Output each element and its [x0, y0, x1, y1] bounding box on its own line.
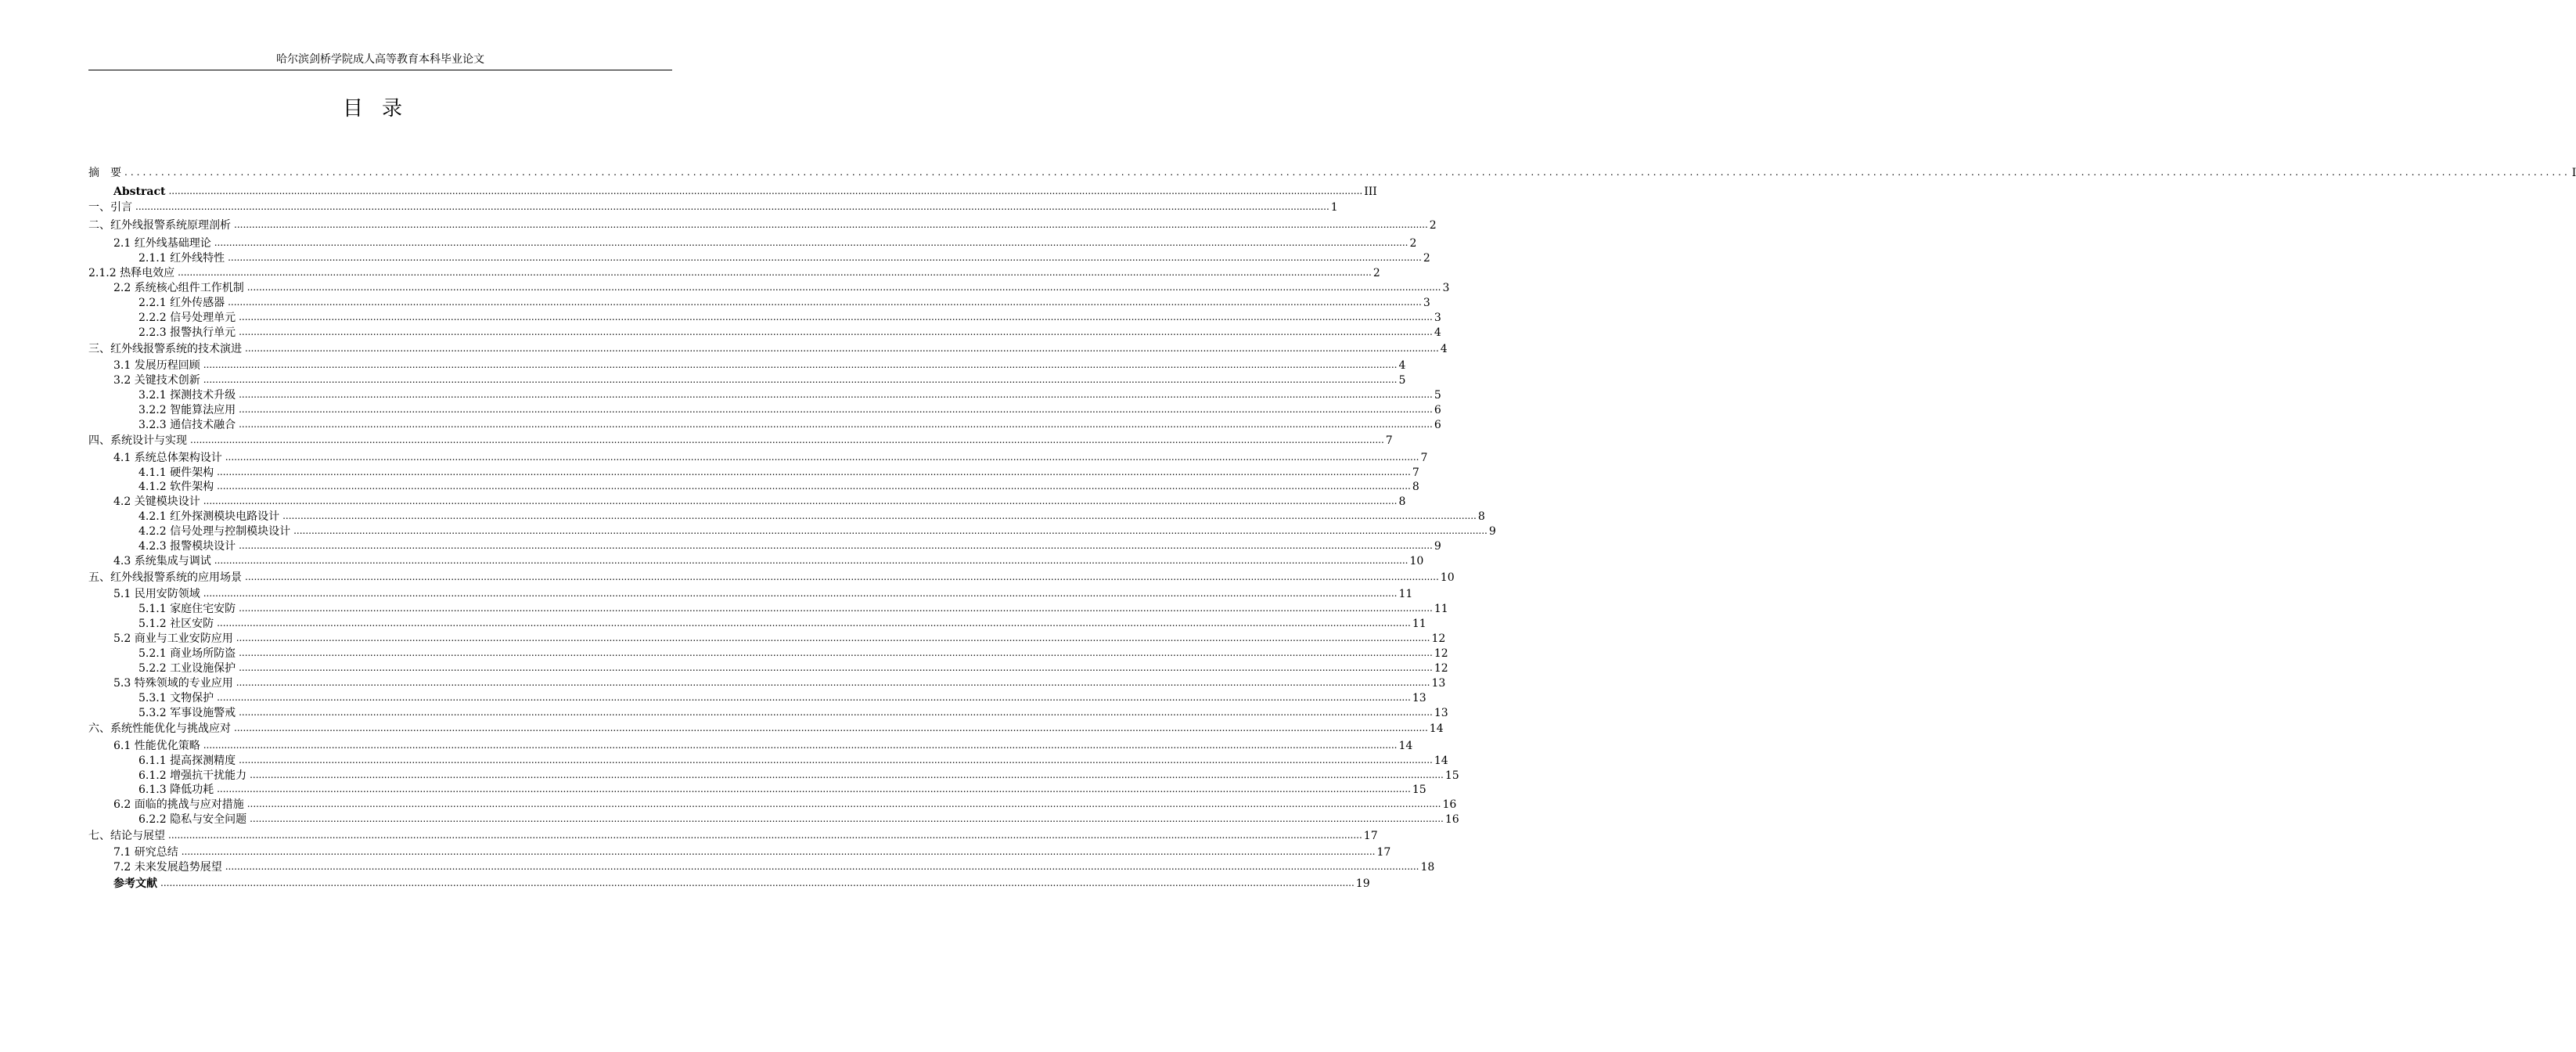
- toc-entry-page: 1: [1330, 201, 1338, 214]
- toc-entry-label: 4.1.2 软件架构: [139, 481, 214, 493]
- toc-entry-label: 5.3.1 文物保护: [139, 692, 214, 704]
- toc-entry-page: 5: [1398, 374, 1406, 387]
- toc-entry-page: 3: [1434, 312, 1441, 324]
- toc-entry-label: 6.1 性能优化策略: [113, 740, 200, 752]
- toc-entry[interactable]: [113, 676, 1446, 690]
- toc-entry[interactable]: [88, 571, 1455, 585]
- toc-entry-label: 5.2.1 商业场所防盗: [139, 647, 236, 660]
- dot-leader: ................................................................................................................................................................................................................................................................................................................................................................................................................: [236, 632, 1430, 643]
- toc-entry-page: 6: [1434, 404, 1441, 416]
- dot-leader: ................................................................................................................................................................................................................................................................................................................................................................................................................: [135, 201, 1329, 212]
- toc-entry-label: 5.2 商业与工业安防应用: [113, 632, 233, 645]
- toc-entry[interactable]: [88, 829, 1378, 843]
- dot-leader: ................................................................................................................................................................................................................................................................................................................................................................................................................: [203, 374, 1398, 385]
- dot-leader: ................................................................................................................................................................................................................................................................................................................................................................................................................: [203, 495, 1398, 506]
- toc-entry-label: 4.2.3 报警模块设计: [139, 540, 236, 553]
- toc-entry-page: 17: [1363, 830, 1378, 842]
- dot-leader: ................................................................................................................................................................................................................................................................................................................................................................................................................: [236, 677, 1430, 688]
- toc-entry-label: 4.2.1 红外探测模块电路设计: [139, 510, 280, 523]
- toc-entry-page: 4: [1440, 343, 1448, 355]
- toc-entry-label: 4.2.2 信号处理与控制模块设计: [139, 525, 291, 538]
- toc-entry[interactable]: [139, 510, 1485, 524]
- dot-leader: ................................................................................................................................................................................................................................................................................................................................................................................................................: [239, 707, 1433, 718]
- toc-title: 目录: [342, 97, 421, 121]
- toc-entry-label: 2.2.3 报警执行单元: [139, 326, 236, 339]
- toc-entry-page: 8: [1398, 495, 1406, 508]
- toc-entry[interactable]: [113, 236, 1417, 250]
- dot-leader: ................................................................................................................................................................................................................................................................................................................................................................................................................: [239, 603, 1433, 614]
- toc-entry-label: 参考文献: [113, 877, 157, 890]
- toc-entry[interactable]: [139, 647, 1448, 661]
- toc-entry[interactable]: [88, 166, 2576, 180]
- dot-leader: ................................................................................................................................................................................................................................................................................................................................................................................................................: [246, 798, 1441, 809]
- toc-entry-page: 7: [1385, 434, 1393, 447]
- toc-entry[interactable]: [139, 769, 1459, 783]
- dot-leader: ................................................................................................................................................................................................................................................................................................................................................................................................................: [203, 588, 1398, 599]
- toc-entry-page: III: [1364, 186, 1377, 198]
- toc-entry-page: 13: [1434, 707, 1448, 719]
- toc-entry[interactable]: [139, 251, 1430, 265]
- dot-leader: ................................................................................................................................................................................................................................................................................................................................................................................................................: [250, 769, 1444, 780]
- toc-entry[interactable]: [88, 266, 1380, 280]
- dot-leader: ................................................................................................................................................................................................................................................................................................................................................................................................................: [239, 662, 1433, 673]
- toc-entry-label: 5.3 特殊领域的专业应用: [113, 677, 233, 690]
- dot-leader: ................................................................................................................................................................................................................................................................................................................................................................................................................: [228, 252, 1422, 263]
- toc-entry-page: 8: [1477, 510, 1485, 523]
- toc-entry[interactable]: [113, 373, 1406, 387]
- toc-entry-label: 4.3 系统集成与调试: [113, 555, 211, 567]
- dot-leader: ................................................................................................................................................................................................................................................................................................................................................................................................................: [239, 755, 1433, 766]
- toc-entry-label: 5.3.2 军事设施警戒: [139, 707, 236, 719]
- toc-entry-label: 二、红外线报警系统原理剖析: [88, 219, 231, 232]
- dot-leader: ................................................................................................................................................................................................................................................................................................................................................................................................................: [217, 692, 1411, 703]
- toc-entry[interactable]: [139, 524, 1496, 539]
- toc-entry[interactable]: [113, 739, 1413, 753]
- toc-entry[interactable]: [139, 661, 1448, 676]
- dot-leader: ................................................................................................................................................................................................................................................................................................................................................................................................................: [245, 343, 1439, 354]
- toc-entry[interactable]: [113, 281, 1450, 295]
- dot-leader: ................................................................................................................................................................................................................................................................................................................................................................................................................: [239, 389, 1433, 400]
- toc-entry[interactable]: [113, 845, 1391, 859]
- toc-entry-page: 11: [1434, 603, 1448, 615]
- toc-entry-label: 4.1 系统总体架构设计: [113, 452, 222, 464]
- dot-leader: ................................................................................................................................................................................................................................................................................................................................................................................................................: [245, 571, 1439, 582]
- toc-entry-label: 3.2 关键技术创新: [113, 374, 200, 387]
- dot-leader: ................................................................................................................................................................................................................................................................................................................................................................................................................: [250, 813, 1444, 824]
- dot-leader: ................................................................................................................................................................................................................................................................................................................................................................................................................: [178, 267, 1372, 278]
- toc-entry-label: 6.2.2 隐私与安全问题: [139, 813, 247, 826]
- dot-leader: ................................................................................................................................................................................................................................................................................................................................................................................................................: [234, 722, 1428, 733]
- toc-entry-label: Abstract: [113, 186, 166, 198]
- toc-entry[interactable]: [139, 326, 1441, 340]
- dot-leader: ................................................................................................................................................................................................................................................................................................................................................................................................................: [225, 861, 1419, 872]
- dot-leader: ................................................................................................................................................................................................................................................................................................................................................................................................................: [293, 525, 1488, 536]
- toc-entry-label: 3.2.3 通信技术融合: [139, 419, 236, 431]
- dot-leader: ................................................................................................................................................................................................................................................................................................................................................................................................................: [214, 237, 1409, 248]
- toc-entry-page: 2: [1429, 219, 1437, 232]
- dot-leader: ................................................................................................................................................................................................................................................................................................................................................................................................................: [124, 167, 2571, 178]
- toc-entry-label: 6.1.3 降低功耗: [139, 784, 214, 796]
- toc-entry-label: 摘 要: [88, 167, 121, 179]
- toc-entry[interactable]: [139, 602, 1448, 616]
- toc-entry-page: 16: [1445, 813, 1459, 826]
- toc-entry-page: 14: [1429, 722, 1444, 735]
- toc-entry[interactable]: [113, 554, 1424, 568]
- toc-entry-page: 3: [1423, 297, 1430, 309]
- toc-entry-label: 2.2.2 信号处理单元: [139, 312, 236, 324]
- toc-entry-page: 4: [1398, 359, 1406, 372]
- toc-entry[interactable]: [113, 587, 1413, 601]
- dot-leader: ................................................................................................................................................................................................................................................................................................................................................................................................................: [217, 618, 1411, 629]
- toc-entry-page: 14: [1398, 740, 1413, 752]
- toc-entry-page: 18: [1420, 861, 1435, 874]
- dot-leader: ................................................................................................................................................................................................................................................................................................................................................................................................................: [203, 740, 1398, 751]
- dot-leader: ................................................................................................................................................................................................................................................................................................................................................................................................................: [168, 830, 1362, 841]
- toc-entry-page: 11: [1398, 588, 1413, 600]
- toc-entry-page: 7: [1412, 467, 1419, 479]
- toc-entry[interactable]: [113, 798, 1457, 812]
- toc-entry-label: 五、红外线报警系统的应用场景: [88, 571, 242, 584]
- toc-entry[interactable]: [88, 434, 1393, 448]
- dot-leader: ................................................................................................................................................................................................................................................................................................................................................................................................................: [217, 467, 1411, 477]
- toc-entry[interactable]: [113, 632, 1446, 646]
- toc-entry-label: 3.2.1 探测技术升级: [139, 389, 236, 402]
- toc-entry[interactable]: [113, 185, 1377, 199]
- toc-entry-page: 10: [1440, 571, 1455, 584]
- toc-entry[interactable]: [113, 451, 1428, 465]
- toc-entry-label: 四、系统设计与实现: [88, 434, 187, 447]
- toc-entry-label: 3.1 发展历程回顾: [113, 359, 200, 372]
- toc-entry-label: 6.1.1 提高探测精度: [139, 755, 236, 767]
- toc-entry-page: 2: [1423, 252, 1430, 265]
- dot-leader: ................................................................................................................................................................................................................................................................................................................................................................................................................: [214, 555, 1409, 566]
- dot-leader: ................................................................................................................................................................................................................................................................................................................................................................................................................: [246, 282, 1441, 293]
- toc-entry-label: 5.1.1 家庭住宅安防: [139, 603, 236, 615]
- toc-entry-page: 19: [1355, 877, 1370, 890]
- toc-entry-page: 9: [1488, 525, 1496, 538]
- toc-entry-page: I: [2571, 167, 2576, 179]
- toc-entry-page: 2: [1373, 267, 1380, 279]
- toc-entry-page: 13: [1412, 692, 1427, 704]
- toc-entry[interactable]: [139, 296, 1430, 310]
- dot-leader: ................................................................................................................................................................................................................................................................................................................................................................................................................: [228, 297, 1422, 308]
- toc-entry-page: 16: [1442, 798, 1457, 811]
- toc-entry[interactable]: [139, 783, 1427, 797]
- toc-entry-label: 2.1.2 热释电效应: [88, 267, 175, 279]
- toc-entry-page: 17: [1376, 846, 1391, 859]
- toc-entry-page: 6: [1434, 419, 1441, 431]
- toc-entry[interactable]: [139, 388, 1441, 402]
- toc-entry[interactable]: [113, 495, 1406, 509]
- toc-entry-page: 9: [1434, 540, 1441, 553]
- toc-entry-label: 3.2.2 智能算法应用: [139, 404, 236, 416]
- toc-entry-label: 5.2.2 工业设施保护: [139, 662, 236, 675]
- toc-entry[interactable]: [139, 691, 1427, 705]
- dot-leader: ................................................................................................................................................................................................................................................................................................................................................................................................................: [217, 481, 1411, 492]
- toc-entry-page: 15: [1412, 784, 1427, 796]
- toc-entry-page: 2: [1409, 237, 1417, 250]
- toc-entry-label: 7.2 未来发展趋势展望: [113, 861, 222, 874]
- toc-entry-label: 6.2 面临的挑战与应对措施: [113, 798, 244, 811]
- toc-entry-label: 2.2 系统核心组件工作机制: [113, 282, 244, 294]
- dot-leader: ................................................................................................................................................................................................................................................................................................................................................................................................................: [239, 540, 1433, 551]
- toc-entry-label: 5.1 民用安防领域: [113, 588, 200, 600]
- toc-entry[interactable]: [113, 860, 1435, 874]
- toc-entry[interactable]: [113, 877, 1370, 891]
- toc-entry-label: 6.1.2 增强抗干扰能力: [139, 769, 247, 782]
- dot-leader: ................................................................................................................................................................................................................................................................................................................................................................................................................: [234, 219, 1428, 230]
- dot-leader: ................................................................................................................................................................................................................................................................................................................................................................................................................: [282, 510, 1477, 521]
- toc-entry[interactable]: [139, 539, 1441, 553]
- dot-leader: ................................................................................................................................................................................................................................................................................................................................................................................................................: [239, 404, 1433, 415]
- dot-leader: ................................................................................................................................................................................................................................................................................................................................................................................................................: [203, 359, 1398, 370]
- toc-entry-page: 15: [1445, 769, 1459, 782]
- dot-leader: ................................................................................................................................................................................................................................................................................................................................................................................................................: [168, 186, 1363, 196]
- toc-entry[interactable]: [88, 722, 1444, 736]
- toc-entry[interactable]: [139, 480, 1419, 494]
- toc-entry-page: 4: [1434, 326, 1441, 339]
- toc-entry[interactable]: [139, 466, 1419, 480]
- dot-leader: ................................................................................................................................................................................................................................................................................................................................................................................................................: [239, 326, 1433, 337]
- toc-entry-label: 一、引言: [88, 201, 132, 214]
- toc-entry-page: 11: [1412, 618, 1427, 630]
- toc-entry[interactable]: [88, 218, 1437, 232]
- toc-entry-page: 8: [1412, 481, 1419, 493]
- toc-entry[interactable]: [139, 812, 1459, 827]
- toc-entry[interactable]: [139, 418, 1441, 432]
- toc-entry-label: 六、系统性能优化与挑战应对: [88, 722, 231, 735]
- page-header: 哈尔滨剑桥学院成人高等教育本科毕业论文: [276, 53, 484, 66]
- toc-entry-page: 12: [1431, 632, 1446, 645]
- toc-entry-page: 12: [1434, 647, 1448, 660]
- toc-entry[interactable]: [88, 342, 1448, 356]
- dot-leader: ................................................................................................................................................................................................................................................................................................................................................................................................................: [190, 434, 1384, 445]
- toc-entry-page: 12: [1434, 662, 1448, 675]
- toc-entry-page: 7: [1420, 452, 1428, 464]
- toc-entry-page: 13: [1431, 677, 1446, 690]
- toc-entry-label: 4.2 关键模块设计: [113, 495, 200, 508]
- toc-entry[interactable]: [139, 403, 1441, 417]
- dot-leader: ................................................................................................................................................................................................................................................................................................................................................................................................................: [225, 452, 1419, 463]
- toc-entry-label: 三、红外线报警系统的技术演进: [88, 343, 242, 355]
- toc-entry-page: 3: [1442, 282, 1450, 294]
- toc-entry[interactable]: [139, 706, 1448, 720]
- dot-leader: ................................................................................................................................................................................................................................................................................................................................................................................................................: [239, 312, 1433, 322]
- toc-entry-label: 七、结论与展望: [88, 830, 165, 842]
- toc-entry-label: 5.1.2 社区安防: [139, 618, 214, 630]
- dot-leader: ................................................................................................................................................................................................................................................................................................................................................................................................................: [239, 647, 1433, 658]
- toc-entry[interactable]: [139, 311, 1441, 325]
- dot-leader: ................................................................................................................................................................................................................................................................................................................................................................................................................: [239, 419, 1433, 430]
- dot-leader: ................................................................................................................................................................................................................................................................................................................................................................................................................: [181, 846, 1376, 857]
- toc-entry[interactable]: [113, 358, 1406, 373]
- toc-entry-label: 2.2.1 红外传感器: [139, 297, 225, 309]
- toc-entry-label: 7.1 研究总结: [113, 846, 178, 859]
- toc-entry[interactable]: [139, 617, 1427, 631]
- dot-leader: ................................................................................................................................................................................................................................................................................................................................................................................................................: [160, 877, 1355, 888]
- toc-entry[interactable]: [88, 200, 1338, 214]
- toc-entry-page: 14: [1434, 755, 1448, 767]
- toc-entry-page: 5: [1434, 389, 1441, 402]
- toc-entry[interactable]: [139, 754, 1448, 768]
- toc-entry-label: 4.1.1 硬件架构: [139, 467, 214, 479]
- dot-leader: ................................................................................................................................................................................................................................................................................................................................................................................................................: [217, 784, 1411, 794]
- toc-entry-label: 2.1.1 红外线特性: [139, 252, 225, 265]
- toc-entry-page: 10: [1409, 555, 1424, 567]
- toc-entry-label: 2.1 红外线基础理论: [113, 237, 211, 250]
